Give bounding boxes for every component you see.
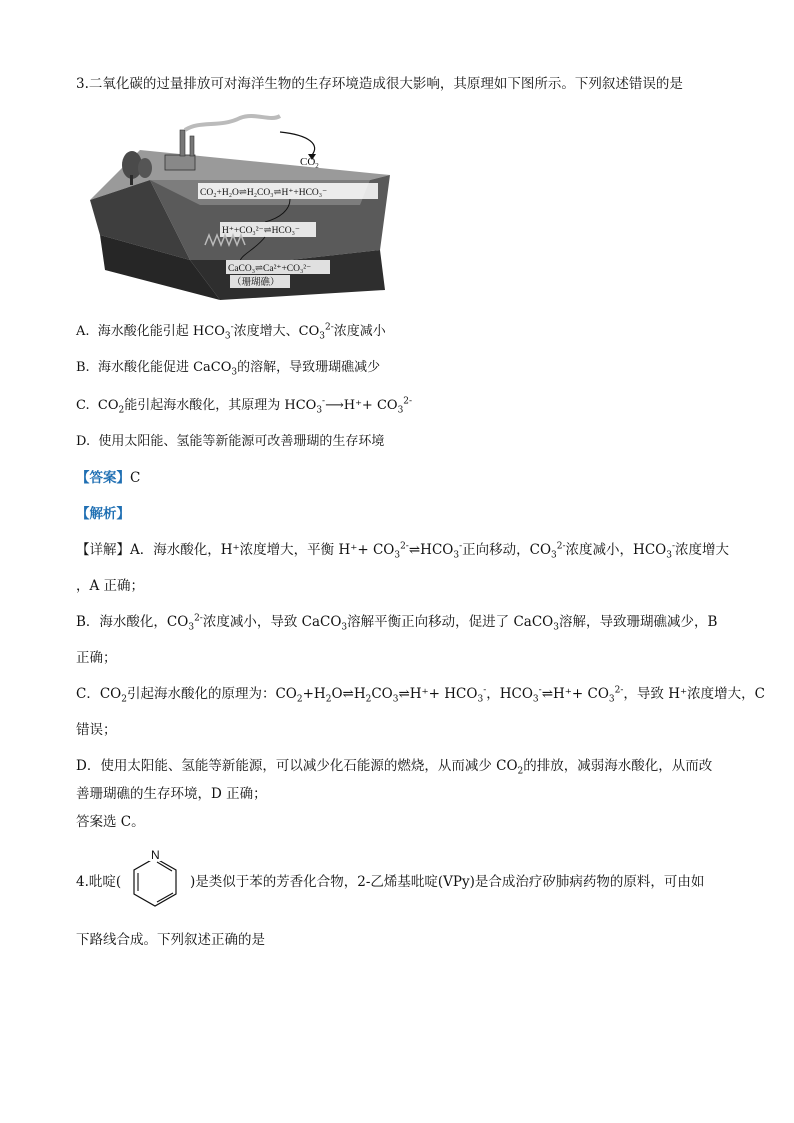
answer-value: C (130, 470, 141, 486)
ocean-acidification-figure (90, 110, 390, 300)
sub: 3 (319, 331, 325, 342)
option-c-label: C. (76, 398, 90, 413)
q4-stem-part1: 4.吡啶( (76, 874, 122, 890)
sub: 2 (118, 405, 125, 416)
detail-c-cont: 错误； (76, 722, 117, 738)
detail-b-cont: 正确； (76, 650, 117, 666)
sub: 2 (325, 694, 332, 705)
option-b (76, 358, 380, 378)
sub: 3 (551, 550, 557, 561)
detail-text: 溶解，导致珊瑚礁减少，B (558, 614, 718, 630)
final-answer: 答案选 C。 (76, 814, 145, 830)
sub: 2 (517, 766, 524, 777)
sup: - (230, 322, 234, 333)
detail-d (76, 756, 712, 776)
option-a-text2: 浓度增大、CO (233, 324, 320, 339)
tree-icon (138, 158, 152, 178)
equation-1: CO₂+H₂O⇌H₂CO₃⇌H⁺+HCO₃⁻ (200, 188, 328, 198)
factory-icon (165, 155, 195, 170)
detail-text: 的排放，减弱海水酸化，从而改 (523, 758, 713, 774)
sup: - (538, 685, 542, 696)
equation-2: H⁺+CO₃²⁻⇌HCO₃⁻ (222, 226, 300, 236)
detail-text: 引起海水酸化的原理为：CO (126, 686, 297, 702)
sup: - (671, 541, 675, 552)
option-d (76, 432, 384, 452)
option-d-label: D. (76, 434, 91, 449)
detail-text: 浓度增大 (675, 542, 729, 558)
detail-text: O⇌H (331, 686, 366, 702)
detail-text: ⇌H⁺+ HCO (398, 686, 478, 702)
sup: - (459, 541, 463, 552)
option-d-text: 使用太阳能、氢能等新能源可改善珊瑚的生存环境 (98, 434, 385, 449)
option-a-label: A. (76, 324, 90, 339)
sub: 3 (394, 550, 401, 561)
sub: 3 (188, 622, 195, 633)
coral-caption: （珊瑚礁） (232, 278, 280, 288)
detail-text: A．海水酸化，H⁺浓度增大，平衡 H⁺+ CO (130, 542, 395, 558)
option-b-text: 海水酸化能促进 CaCO (97, 360, 232, 375)
sub: 2 (296, 694, 303, 705)
detail-text: ，导致 H⁺浓度增大，C (623, 686, 765, 702)
detail-c (76, 684, 765, 704)
sub: 3 (532, 694, 539, 705)
sub: 3 (453, 550, 460, 561)
detail-text: 浓度减小，HCO (565, 542, 667, 558)
sup: 2- (403, 396, 413, 407)
detail-text: 正向移动，CO (462, 542, 552, 558)
answer-tag: 【答案】 (76, 470, 130, 486)
detail-text: ⇌H⁺+ CO (541, 686, 609, 702)
q3-stem: 3.二氧化碳的过量排放可对海洋生物的生存环境造成很大影响，其原理如下图所示。下列叙述错误的是 (76, 76, 683, 92)
sup: 2- (325, 322, 334, 333)
smoke-icon (185, 116, 280, 130)
sup: - (322, 396, 326, 407)
detail-d-cont: 善珊瑚礁的生存环境，D 正确； (76, 786, 267, 802)
analysis-line (76, 504, 130, 524)
sub: 3 (316, 405, 323, 416)
sup: 2- (614, 685, 624, 696)
sub: 2 (121, 694, 127, 705)
option-a (76, 322, 386, 342)
sub: 2 (365, 694, 372, 705)
sub: 3 (224, 331, 231, 342)
sub: 3 (608, 694, 615, 705)
sup: 2- (556, 541, 566, 552)
co2-label: $CO_2$ (300, 156, 319, 170)
sup: - (483, 685, 487, 696)
chimney-icon (180, 130, 185, 156)
q4-stem-part2: )是类似于苯的芳香化合物，2-乙烯基吡啶(VPy)是合成治疗矽肺病药物的原料，可由如 (190, 874, 705, 890)
sub: 3 (477, 694, 484, 705)
answer-line (76, 468, 140, 488)
option-b-text2: 的溶解，导致珊瑚礁减少 (237, 360, 381, 375)
detail-b (76, 612, 717, 632)
option-c-text: CO (97, 398, 119, 413)
detail-a-cont: ，A 正确； (76, 578, 145, 594)
tree-trunk (130, 175, 133, 185)
sub: 3 (397, 405, 404, 416)
q4-stem-part3: 下路线合成。下列叙述正确的是 (76, 932, 265, 948)
option-c-text2: 能引起海水酸化，其原理为 HCO (124, 398, 317, 413)
equation-3: CaCO₃⇌Ca²⁺+CO₃²⁻ (228, 264, 312, 274)
detail-a (76, 540, 729, 560)
detail-text: ，HCO (486, 686, 533, 702)
pyridine-structure-icon (122, 846, 188, 912)
sub: 3 (341, 622, 348, 633)
chimney-icon (190, 136, 194, 156)
option-a-text: 海水酸化能引起 HCO (97, 324, 225, 339)
sub: 3 (231, 367, 238, 378)
detail-text: ⇌HCO (408, 542, 454, 558)
detail-text: +H (302, 686, 326, 702)
analysis-tag: 【解析】 (76, 506, 130, 522)
sup: 2- (400, 541, 409, 552)
sup: 2- (194, 613, 203, 624)
option-b-label: B. (76, 360, 90, 375)
option-c-text3: ⟶H⁺+ CO (325, 398, 398, 413)
detail-text: B．海水酸化，CO (76, 614, 189, 630)
nitrogen-label: N (151, 848, 160, 862)
detail-text: 溶解平衡正向移动，促进了 CaCO (347, 614, 554, 630)
detail-text: 浓度减小，导致 CaCO (202, 614, 342, 630)
pyridine-ring (134, 858, 176, 906)
detail-text: C．CO (76, 686, 122, 702)
detail-text: CO (371, 686, 393, 702)
sub: 3 (553, 622, 559, 633)
sub: 3 (392, 694, 399, 705)
detail-text: D．使用太阳能、氢能等新能源，可以减少化石能源的燃烧，从而减少 CO (76, 758, 518, 774)
detail-tag: 【详解】 (76, 542, 130, 558)
option-a-text3: 浓度减小 (333, 324, 386, 339)
sub: 3 (666, 550, 672, 561)
option-c (76, 396, 412, 416)
emission-arrow (280, 132, 315, 155)
